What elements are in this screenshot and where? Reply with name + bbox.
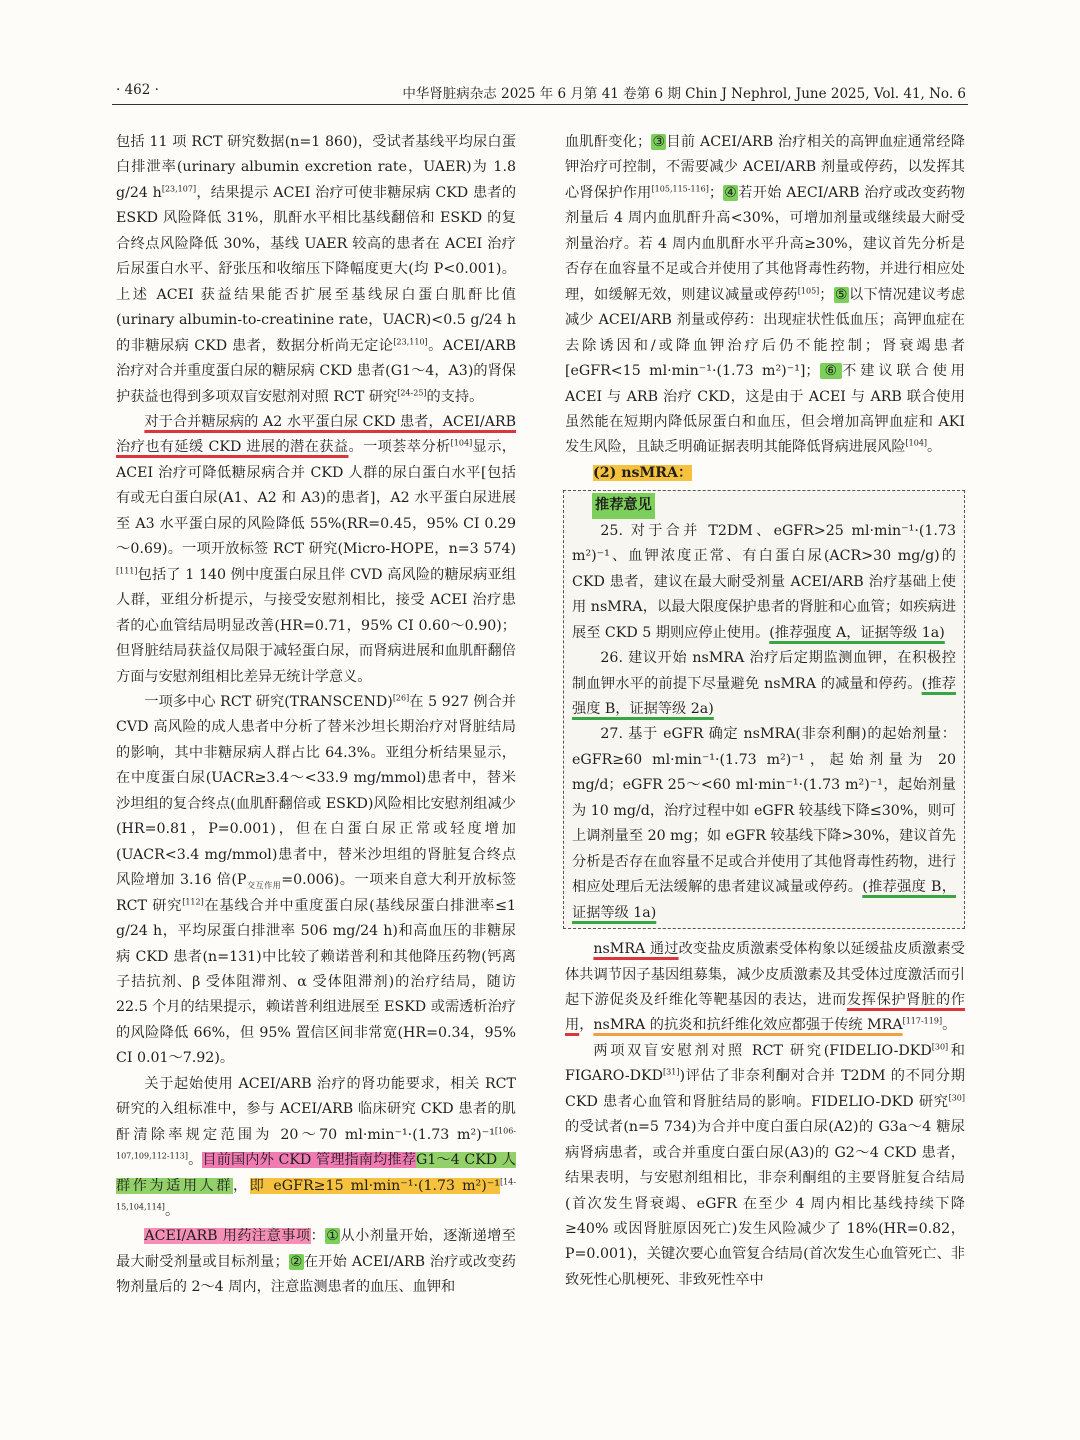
recommendation-25: 25. 对于合并 T2DM、eGFR>25 ml·min⁻¹·(1.73 m²)⁻¹、血钾浓度正常、有白蛋白尿(ACR>30 mg/g)的 CKD 患者，建议在最大耐受剂量 ACEI/ARB 治疗基础上使用 nsMRA，以最大限度保护患者的肾脏和心血管；如疾病进展至 CKD 5 期则应停止使用。(推荐强度 A，证据等级 1a) <box>572 522 956 641</box>
pink-highlight: 目前国内外 CKD 管理指南均推荐 <box>202 1152 416 1169</box>
citation: [105] <box>797 285 820 295</box>
orange-underline-text: nsMRA 的抗炎和抗纤维化效应都强于传统 MRA <box>593 1017 903 1034</box>
left-column <box>116 130 516 1301</box>
citation: [23,107] <box>161 184 197 194</box>
citation: [105,115-116] <box>651 184 709 194</box>
paragraph: 血肌酐变化；③目前 ACEI/ARB 治疗相关的高钾血症通常经降钾治疗可控制，不需要减少 ACEI/ARB 剂量或停药，以发挥其心肾保护作用[105,115-116]；④若开始 AECI/ARB 治疗或改变药物剂量后 4 周内血肌酐升高<30%，可增加剂量或继续最大耐受剂量治疗。若 4 周内血肌酐水平升高≥30%，建议首先分析是否存在血容量不足或合并使用了其他肾毒性药物，并进行相应处理，如缓解无效，则建议减量或停药[105]；⑤以下情况建议考虑减少 ACEI/ARB 剂量或停药：出现症状性低血压；高钾血症在去除诱因和/或降血钾治疗后仍不能控制；肾衰竭患者[eGFR<15 ml·min⁻¹·(1.73 m²)⁻¹]；⑥不建议联合使用 ACEI 与 ARB 治疗 CKD，这是由于 ACEI 与 ARB 联合使用虽然能在短期内降低尿蛋白和血压，但会增加高钾血症和 AKI 发生风险，且缺乏明确证据表明其能降低肾病进展风险[104]。 <box>565 134 965 456</box>
yellow-highlight: 即 eGFR≥15 ml·min⁻¹·(1.73 m²)⁻¹ <box>249 1177 500 1194</box>
paragraph: 一项多中心 RCT 研究(TRANSCEND)[26]在 5 927 例合并 CVD 高风险的成人患者中分析了替米沙坦长期治疗对肾脏结局的影响，其中非糖尿病人群占比 64.3%。亚组分析结果显示，在中度蛋白尿(UACR≥3.4～<33.9 mg/mmol)患者中，替米沙坦组的复合终点(血肌酐翻倍或 ESKD)风险相比安慰剂组减少(HR=0.81，P=0.001)，但在白蛋白尿正常或轻度增加(UACR<3.4 mg/mmol)患者中，替米沙坦组的肾脏复合终点风险增加 3.16 倍$(P_{交互作用}=0.006)$。一项来自意大利开放标签 RCT 研究[112]在基线合并中重度蛋白尿(基线尿蛋白排泄率≤1 g/24 h，平均尿蛋白排泄率 506 mg/24 h)和高血压的非糖尿病 CKD 患者(n=131)中比较了赖诺普利和其他降压药物(钙离子拮抗剂、β 受体阻滞剂、α 受体阻滞剂)的治疗结局，随访 22.5 个月的结果提示，赖诺普利组进展至 ESKD 或需透析治疗的风险降低 66%，但 95% 置信区间非常宽(HR=0.34，95% CI 0.01～7.92)。 <box>116 693 517 1067</box>
item-number: ⑥ <box>820 363 842 380</box>
citation: [104] <box>450 438 473 448</box>
item-number: ⑤ <box>834 286 848 303</box>
paragraph: nsMRA 通过改变盐皮质激素受体构象以延缓盐皮质激素受体共调节因子基因组募集，减少皮质激素及其受体过度激活而引起下游促炎及纤维化等靶基因的表达，进而发挥保护肾脏的作用，nsMRA 的抗炎和抗纤维化效应都强于传统 MRA[117-119]。 <box>565 941 965 1034</box>
paragraph: 两项双盲安慰剂对照 RCT 研究(FIDELIO-DKD[30]和 FIGARO-DKD[31])评估了非奈利酮对合并 T2DM 的不同分期 CKD 患者心血管和肾脏结局的影响。FIDELIO-DKD 研究[30]的受试者(n=5 734)为合并中度白蛋白尿(A2)的 G3a～4 糖尿病肾病患者，或合并重度白蛋白尿(A3)的 G2～4 CKD 患者，结果表明，与安慰剂组相比，非奈利酮组的主要肾脏复合结局(首次发生肾衰竭、eGFR 在至少 4 周内相比基线持续下降≥40% 或因肾脏原因死亡)发生风险减少了 18%(HR=0.82，P=0.001)，关键次要心血管复合结局(首次发生心血管死亡、非致死性心肌梗死、非致死性卒中 <box>565 1042 965 1288</box>
green-underline-text: (推荐强度 B，证据等级 1a) <box>572 879 956 921</box>
paragraph: ACEI/ARB 用药注意事项：①从小剂量开始，逐渐递增至最大耐受剂量或目标剂量；②在开始 ACEI/ARB 治疗或改变药物剂量后的 2～4 周内，注意监测患者的血压、血钾和 <box>116 1228 516 1296</box>
right-column <box>565 130 965 1293</box>
citation: [111] <box>116 565 138 575</box>
recommendation-box <box>563 490 965 929</box>
recommendation-27: 27. 基于 eGFR 确定 nsMRA(非奈利酮)的起始剂量：eGFR≥60 ml·min⁻¹·(1.73 m²)⁻¹，起始剂量为 20 mg/d；eGFR 25～<60 ml·min⁻¹·(1.73 m²)⁻¹，起始剂量为 10 mg/d，治疗过程中如 eGFR 较基线下降≤30%，则可上调剂量至 20 mg；如 eGFR 较基线下降>30%，建议首先分析是否存在血容量不足或合并使用了其他肾毒性药物，进行相应处理后无法缓解的患者建议减量或停药。(推荐强度 B，证据等级 1a) <box>572 726 956 921</box>
section-subheading: (2) nsMRA： <box>593 464 693 481</box>
green-underline-text: (推荐强度 B，证据等级 2a) <box>572 675 956 717</box>
page-header <box>112 76 968 105</box>
citation: [30] <box>948 1093 965 1103</box>
citation: [14-15,104,114] <box>116 1176 516 1212</box>
green-underline-text: (推荐强度 A，证据等级 1a) <box>769 624 945 641</box>
page-number: · 462 · <box>116 82 159 98</box>
item-number: ④ <box>724 184 738 201</box>
paragraph: 关于起始使用 ACEI/ARB 治疗的肾功能要求，相关 RCT 研究的入组标准中，参与 ACEI/ARB 临床研究 CKD 患者的肌酐清除率规定范围为 20～70 ml·min⁻¹·(1.73 m²)⁻¹[106-107,109,112-113]。目前国内外 CKD 管理指南均推荐G1～4 CKD 人群作为适用人群，即 eGFR≥15 ml·min⁻¹·(1.73 m²)⁻¹[14-15,104,114]。 <box>116 1075 516 1220</box>
citation: [117-119] <box>902 1016 943 1026</box>
citation: [26] <box>392 693 410 703</box>
pink-highlight: ACEI/ARB 用药注意事项 <box>144 1228 311 1245</box>
recommendation-26: 26. 建议开始 nsMRA 治疗后定期监测血钾，在积极控制血钾水平的前提下尽量避免 nsMRA 的减量和停药。(推荐强度 B，证据等级 2a) <box>572 650 956 717</box>
citation: [30] <box>931 1042 949 1052</box>
paragraph: 包括 11 项 RCT 研究数据(n=1 860)，受试者基线平均尿白蛋白排泄率(urinary albumin excretion rate，UAER)为 1.8 g/24 h[23,107]，结果提示 ACEI 治疗可使非糖尿病 CKD 患者的 ESKD 风险降低 31%，肌酐水平相比基线翻倍和 ESKD 的复合终点风险降低 30%，基线 UAER 较高的患者在 ACEI 治疗后尿蛋白水平、舒张压和收缩压下降幅度更大(均 P<0.001)。上述 ACEI 获益结果能否扩展至基线尿白蛋白肌酐比值(urinary albumin-to-creatinine rate，UACR)<0.5 g/24 h 的非糖尿病 CKD 患者，数据分析尚无定论[23,110]。ACEI/ARB 治疗对合并重度蛋白尿的糖尿病 CKD 患者(G1～4，A3)的肾保护获益也得到多项双盲安慰剂对照 RCT 研究[24-25]的支持。 <box>116 134 517 405</box>
citation: [31] <box>663 1067 680 1077</box>
paragraph: 对于合并糖尿病的 A2 水平蛋白尿 CKD 患者，ACEI/ARB 治疗也有延缓 CKD 进展的潜在获益。一项荟萃分析[104]显示，ACEI 治疗可降低糖尿病合并 CKD 人群的尿白蛋白水平[包括有或无白蛋白尿(A1、A2 和 A3)的患者]，A2 水平蛋白尿进展至 A3 水平蛋白尿的风险降低 55%(RR=0.45，95% CI 0.29～0.69)。一项开放标签 RCT 研究(Micro-HOPE，n=3 574)[111]包括了 1 140 例中度蛋白尿且伴 CVD 高风险的糖尿病亚组人群，亚组分析提示，与接受安慰剂相比，接受 ACEI 治疗患者的心血管结局明显改善(HR=0.71，95% CI 0.60～0.90)；但肾脏结局获益仅局限于减轻蛋白尿，而肾病进展和血肌酐翻倍方面与安慰剂组相比差异无统计学意义。 <box>116 413 516 685</box>
box-title: 推荐意见 <box>592 493 655 518</box>
item-number: ① <box>326 1228 340 1245</box>
item-number: ③ <box>652 134 666 150</box>
citation: [24-25] <box>397 387 427 397</box>
red-underline-text: 发挥保护肾脏的作用 <box>565 991 965 1034</box>
citation: [104] <box>905 438 928 448</box>
green-highlight: G1～4 CKD 人群作为适用人群 <box>116 1152 516 1194</box>
citation: [106-107,109,112-113] <box>116 1125 516 1161</box>
journal-info: 中华肾脏病杂志 2025 年 6 月第 41 卷第 6 期 Chin J Nephrol, June 2025, Vol. 41, No. 6 <box>402 86 966 102</box>
citation: [112] <box>182 896 204 906</box>
red-underline-text: 对于合并糖尿病的 A2 水平蛋白尿 CKD 患者，ACEI/ARB 治疗也有延缓 CKD 进展的潜在获益 <box>116 413 516 456</box>
red-underline-text: nsMRA 通过 <box>593 941 679 958</box>
item-number: ② <box>289 1253 303 1270</box>
citation: [23,110] <box>393 336 428 346</box>
